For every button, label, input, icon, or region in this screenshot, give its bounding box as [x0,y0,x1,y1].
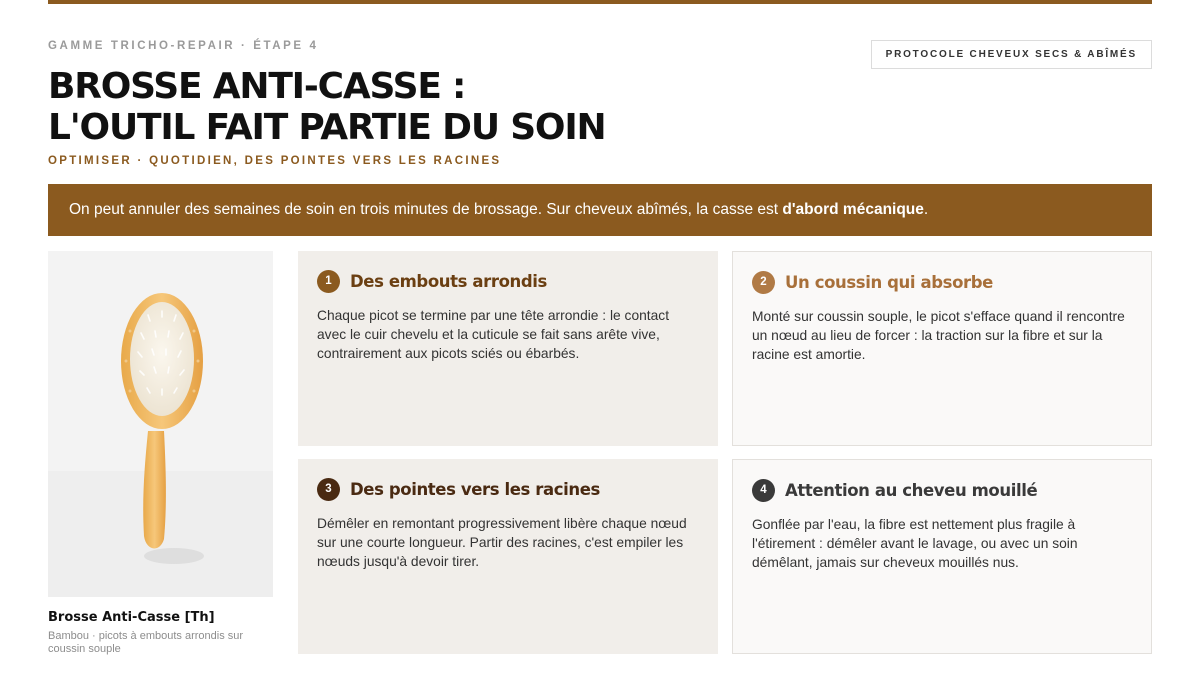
page-title [48,66,808,148]
brush-shadow [144,548,204,564]
banner-text [69,201,928,219]
brush-svg [48,251,273,597]
brush-cushion [130,302,194,416]
page-title-line-1: BROSSE ANTI-CASSE : [48,66,466,107]
step-number-badge: 1 [317,270,340,293]
card-body: Gonflée par l'eau, la fibre est nettement plus fragile à l'étirement : démêler avant le lavage, ou avec un soin démêlant, jamais sur cheveux mouillés nus. [752,517,1078,570]
banner-text-start: On peut annuler des semaines de soin en trois minutes de brossage. Sur cheveux abîmés, la casse est [69,201,783,218]
product-description: Bambou · picots à embouts arrondis sur coussin souple [48,630,244,655]
step-number-badge: 3 [317,478,340,501]
step-number-badge: 4 [752,479,775,502]
key-message-banner [48,184,1152,236]
card-body: Monté sur coussin souple, le picot s'efface quand il rencontre un nœud au lieu de forcer : la traction sur la fibre et sur la racine est amortie. [752,309,1125,362]
benefit-card-cushion [732,251,1152,446]
page-title-line-2: L'OUTIL FAIT PARTIE DU SOIN [48,107,606,148]
card-title: Des pointes vers les racines [350,479,600,499]
benefit-card-wet-hair-warning [732,459,1152,654]
product-panel [48,251,273,656]
benefit-card-rounded-tips [298,251,718,446]
step-number-badge: 2 [752,271,775,294]
card-body: Démêler en remontant progressivement libère chaque nœud sur une courte longueur. Partir des racines, c'est empiler les nœuds jusqu'à devoir tirer. [317,516,687,569]
range-eyebrow: GAMME TRICHO-REPAIR · ÉTAPE 4 [48,40,319,52]
top-accent-rule [48,0,1152,4]
brush-handle [143,431,166,548]
card-title: Un coussin qui absorbe [785,272,993,292]
card-header [317,269,699,293]
card-header [317,477,699,501]
card-header [752,270,1132,294]
benefit-card-ends-to-roots [298,459,718,654]
banner-text-end: . [923,201,929,218]
banner-text-emphasis: d'abord mécanique [782,201,924,218]
product-name: Brosse Anti-Casse [Th] [48,610,215,625]
card-title: Des embouts arrondis [350,271,547,291]
protocol-badge: PROTOCOLE CHEVEUX SECS & ABÎMÉS [871,40,1152,69]
card-body: Chaque picot se termine par une tête arrondie : le contact avec le cuir chevelu et la cuticule se fait sans arête vive, contrairement aux picots sciés ou ébarbés. [317,308,670,361]
card-header [752,478,1132,502]
card-title: Attention au cheveu mouillé [785,480,1038,500]
hair-brush-illustration [48,251,273,597]
page-subtitle: OPTIMISER · QUOTIDIEN, DES POINTES VERS LES RACINES [48,155,502,167]
